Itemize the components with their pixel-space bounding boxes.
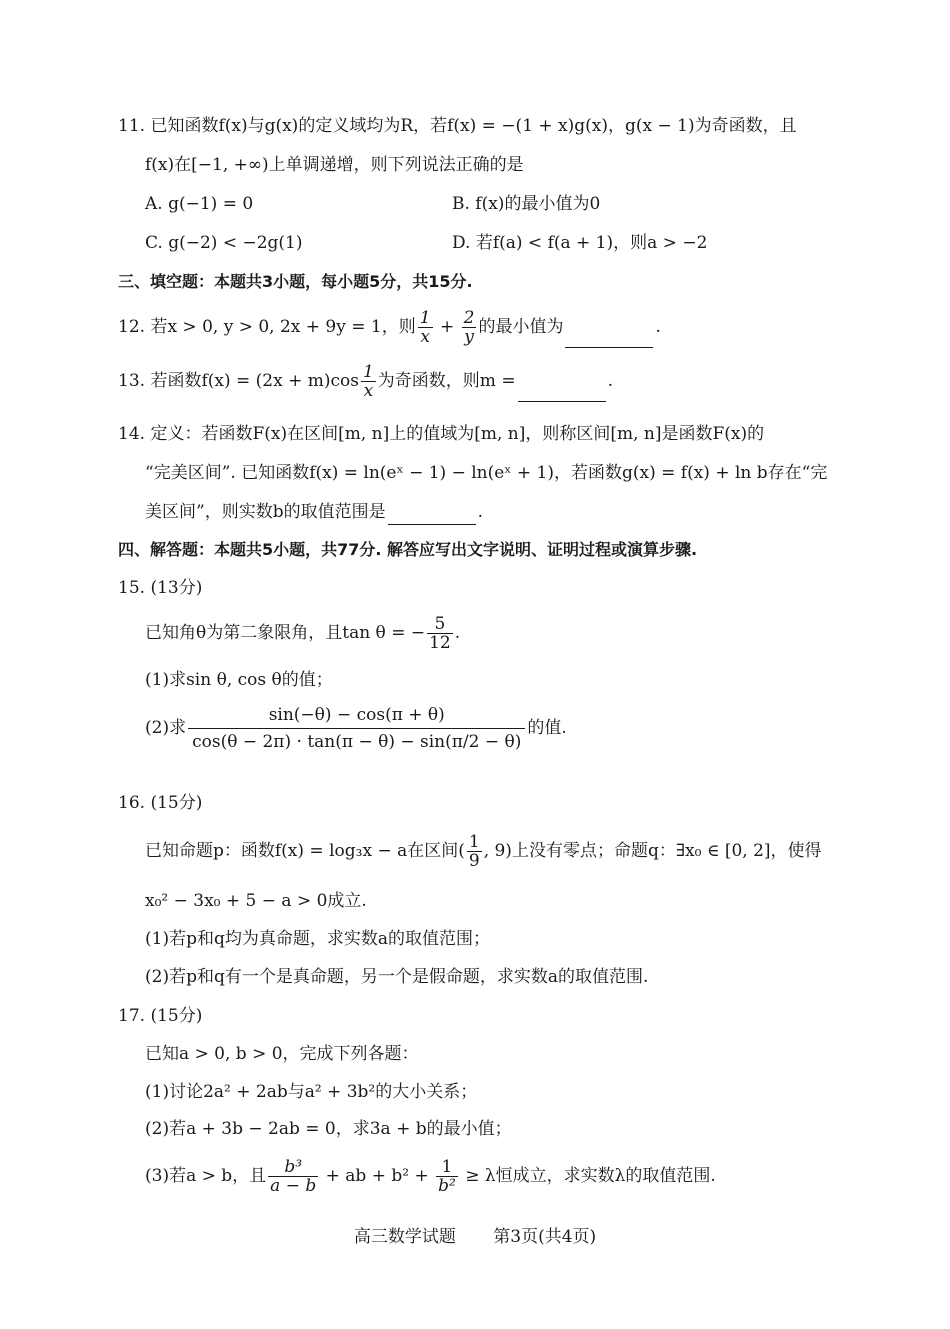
- q14-stem-line1: 14. 定义：若函数F(x)在区间[m, n]上的值域为[m, n]，则称区间[m, n]是函数F(x)的: [118, 424, 765, 444]
- q16-part-1: (1)若p和q均为真命题，求实数a的取值范围；: [145, 929, 490, 949]
- q16-stem-text: 已知命题p：函数f(x) = log₃x − a在区间(: [145, 841, 465, 861]
- q15-part-2: [145, 700, 567, 756]
- q15-stem-end: .: [454, 623, 461, 643]
- q11-stem-line1: 11. 已知函数f(x)与g(x)的定义域均为R，若f(x) = −(1 + x)g(x)，g(x − 1)为奇函数，且: [118, 116, 797, 136]
- q14-stem-line3: [145, 499, 483, 525]
- q17-stem: 已知a > 0, b > 0，完成下列各题：: [145, 1044, 419, 1064]
- q15-stem: [145, 612, 460, 654]
- q15-part-1: (1)求sin θ, cos θ的值；: [145, 670, 333, 690]
- q11-option-b: B. f(x)的最小值为0: [452, 194, 601, 214]
- q17-part-3-fraction-2: [436, 1158, 458, 1195]
- q17-part-3-mid: + ab + b² +: [320, 1166, 435, 1186]
- q16-stem-line2: x₀² − 3x₀ + 5 − a > 0成立.: [145, 891, 367, 911]
- q15-part-2-fraction: [188, 702, 525, 755]
- footer-page-number: 第3页(共4页): [493, 1227, 597, 1247]
- fraction-numerator: 5: [427, 615, 453, 634]
- q17-part-3-text: (3)若a > b，且: [145, 1166, 267, 1186]
- fraction-numerator: 1: [362, 362, 374, 382]
- fraction-denominator: x: [420, 327, 430, 347]
- q17-part-3: [145, 1153, 716, 1199]
- q17-part-3-fraction-1: [268, 1158, 318, 1195]
- fraction-denominator: y: [464, 327, 474, 347]
- q15-heading: 15. (13分): [118, 578, 203, 598]
- fraction-numerator: 1: [436, 1158, 458, 1177]
- q16-interval-fraction: [467, 833, 482, 870]
- fraction-denominator: cos(θ − 2π) · tan(π − θ) − sin(π/2 − θ): [192, 732, 522, 752]
- q11-option-d: D. 若f(a) < f(a + 1)，则a > −2: [452, 233, 708, 253]
- fraction-numerator: b³: [268, 1158, 318, 1177]
- q12-answer-blank: [565, 329, 653, 348]
- q14-stem-line2: “完美区间”. 已知函数f(x) = ln(eˣ − 1) − ln(eˣ + 1)，若函数g(x) = f(x) + ln b存在“完: [145, 463, 828, 483]
- q12: [118, 306, 661, 348]
- q17-part-1: (1)讨论2a² + 2ab与a² + 3b²的大小关系；: [145, 1082, 478, 1102]
- q11-option-c: C. g(−2) < −2g(1): [145, 233, 303, 253]
- q14-answer-blank: [388, 506, 476, 525]
- q12-end: .: [655, 317, 661, 337]
- fraction-denominator: b²: [438, 1176, 456, 1196]
- fraction-denominator: 12: [429, 633, 451, 653]
- fraction-numerator: 2: [463, 308, 475, 328]
- q13-end: .: [607, 371, 613, 391]
- q15-part-2-tail: 的值.: [527, 718, 567, 738]
- q15-stem-fraction: [427, 615, 453, 652]
- footer-exam-title: 高三数学试题: [353, 1227, 456, 1247]
- q17-heading: 17. (15分): [118, 1006, 203, 1026]
- q13-fraction: [361, 363, 376, 400]
- fraction-numerator: 1: [468, 832, 480, 852]
- q12-tail: 的最小值为: [478, 317, 564, 337]
- fraction-numerator: sin(−θ) − cos(π + θ): [188, 702, 525, 729]
- q14-stem-line3-text: 美区间”，则实数b的取值范围是: [145, 502, 386, 522]
- q12-fraction-1: [418, 309, 433, 346]
- q16-stem-line1: [145, 830, 822, 872]
- q15-stem-text: 已知角θ为第二象限角，且tan θ = −: [145, 623, 426, 643]
- q16-part-2: (2)若p和q有一个是真命题，另一个是假命题，求实数a的取值范围.: [145, 967, 649, 987]
- q16-heading: 16. (15分): [118, 793, 203, 813]
- q13-answer-blank: [518, 383, 606, 402]
- fraction-denominator: a − b: [270, 1176, 317, 1196]
- page-footer: [0, 1222, 950, 1247]
- q16-stem-text-cont: , 9)上没有零点；命题q：∃x₀ ∈ [0, 2]，使得: [483, 841, 822, 861]
- q13-stem: 13. 若函数f(x) = (2x + m)cos: [118, 371, 359, 391]
- fraction-denominator: 9: [468, 851, 480, 871]
- q13: [118, 360, 613, 402]
- fraction-numerator: 1: [419, 308, 431, 328]
- q11-stem-line2: f(x)在[−1, +∞)上单调递增，则下列说法正确的是: [145, 155, 524, 175]
- section-solution-heading: 四、解答题：本题共5小题，共77分. 解答应写出文字说明、证明过程或演算步骤.: [118, 540, 698, 559]
- q17-part-2: (2)若a + 3b − 2ab = 0，求3a + b的最小值；: [145, 1119, 512, 1139]
- q12-stem: 12. 若x > 0, y > 0, 2x + 9y = 1，则: [118, 317, 416, 337]
- q13-tail: 为奇函数，则m =: [377, 371, 516, 391]
- q12-fraction-2: [462, 309, 477, 346]
- q15-part-2-label: (2)求: [145, 718, 187, 738]
- q11-option-a: A. g(−1) = 0: [145, 194, 254, 214]
- q14-end: .: [477, 502, 483, 522]
- q17-part-3-tail: ≥ λ恒成立，求实数λ的取值范围.: [459, 1166, 716, 1186]
- fraction-denominator: x: [363, 381, 374, 401]
- section-fill-in-heading: 三、填空题：本题共3小题，每小题5分，共15分.: [118, 272, 473, 291]
- q12-plus: +: [434, 317, 460, 337]
